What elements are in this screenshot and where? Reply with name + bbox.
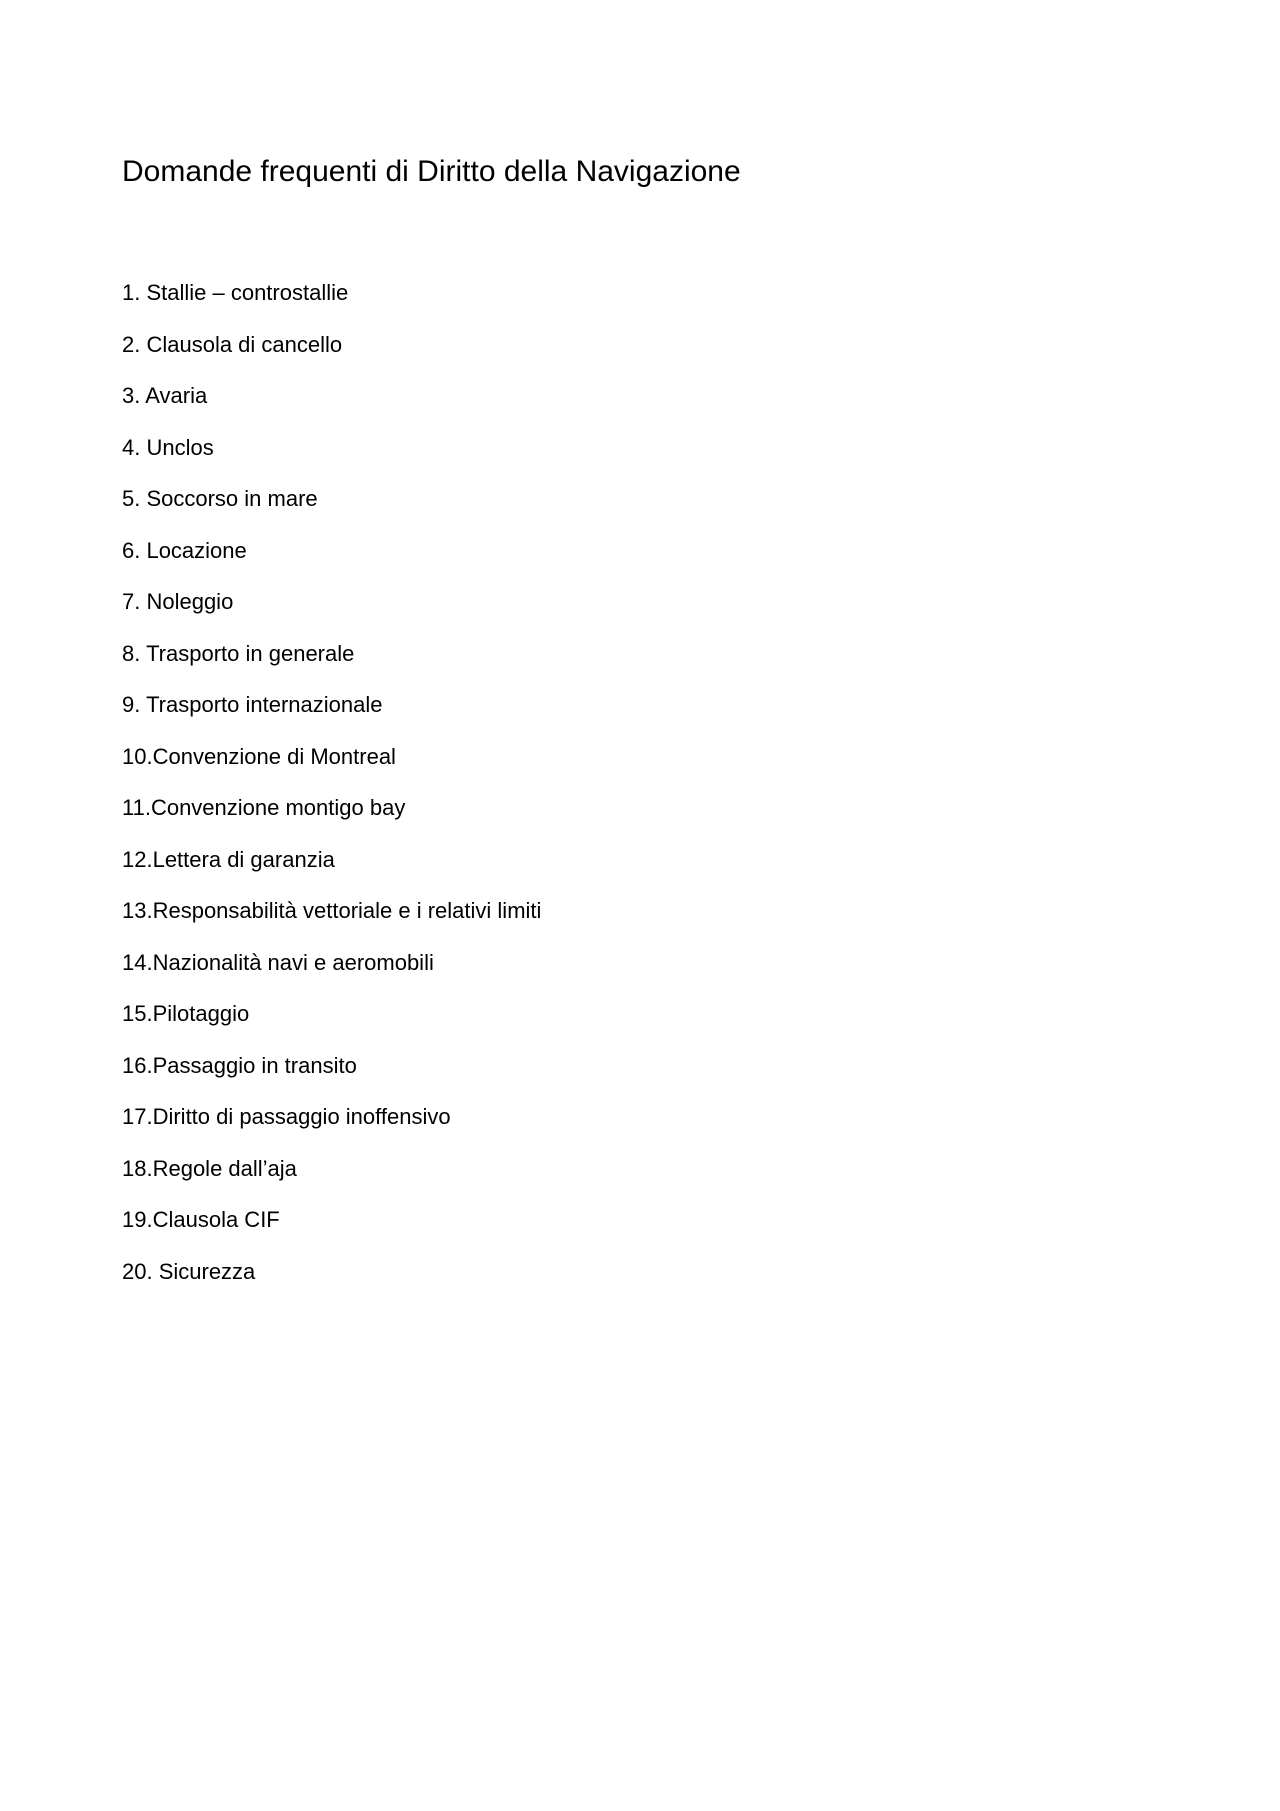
list-item: 11.Convenzione montigo bay <box>122 795 406 820</box>
list-item: 8. Trasporto in generale <box>122 640 355 666</box>
list-item: 17.Diritto di passaggio inoffensivo <box>122 1104 451 1129</box>
page-title: Domande frequenti di Diritto della Navigazione <box>122 155 741 188</box>
list-item: 5. Soccorso in mare <box>122 486 318 511</box>
list-item: 2. Clausola di cancello <box>122 331 343 357</box>
list-item: 13.Responsabilità vettoriale e i relativi limiti <box>122 898 542 923</box>
list-item: 4. Unclos <box>122 434 214 460</box>
list-item: 1. Stallie – controstallie <box>122 280 349 305</box>
faq-list <box>122 278 541 1308</box>
list-item: 19.Clausola CIF <box>122 1207 280 1232</box>
list-item: 12.Lettera di garanzia <box>122 846 335 872</box>
list-item: 14.Nazionalità navi e aeromobili <box>122 949 434 975</box>
list-item: 18.Regole dall’aja <box>122 1155 297 1181</box>
list-item: 3. Avaria <box>122 383 208 408</box>
list-item: 10.Convenzione di Montreal <box>122 743 396 769</box>
list-item: 15.Pilotaggio <box>122 1001 250 1026</box>
list-item: 20. Sicurezza <box>122 1258 256 1284</box>
list-item: 16.Passaggio in transito <box>122 1052 357 1078</box>
list-item: 7. Noleggio <box>122 589 234 614</box>
list-item: 6. Locazione <box>122 537 247 563</box>
list-item: 9. Trasporto internazionale <box>122 692 383 717</box>
